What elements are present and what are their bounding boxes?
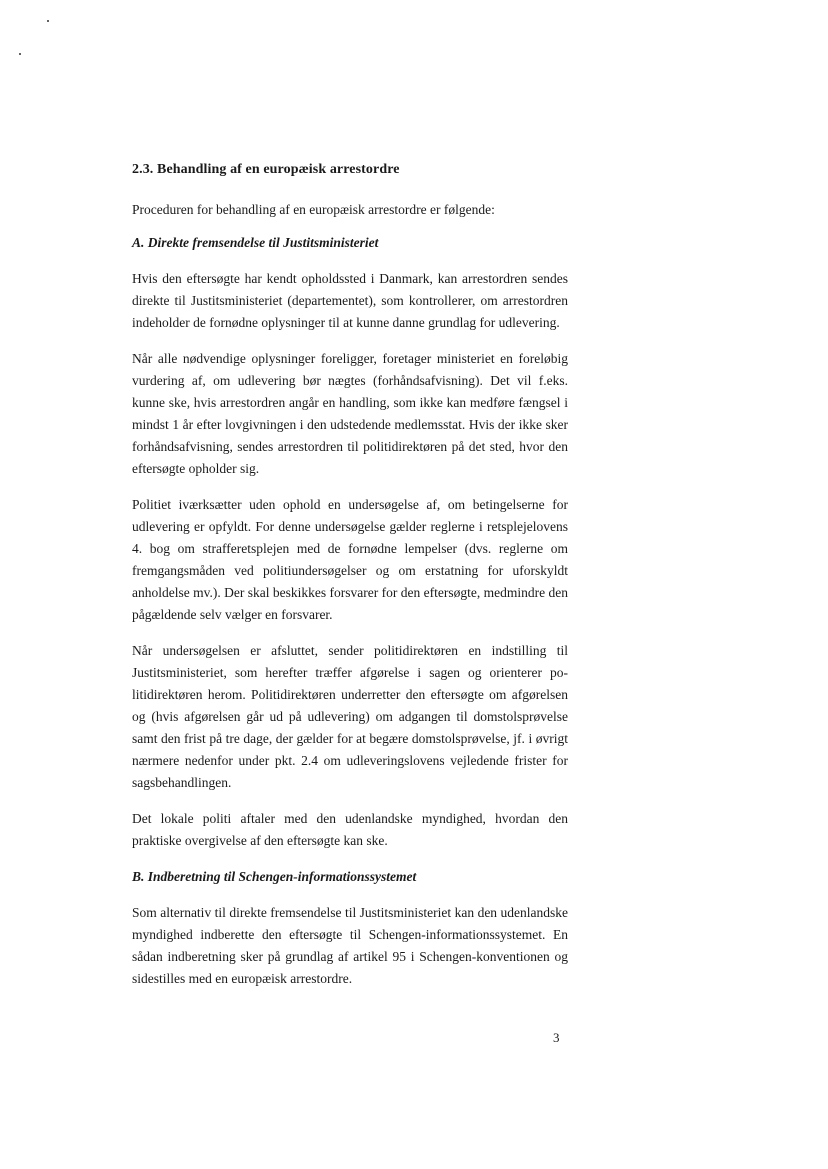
scan-speck	[47, 20, 49, 22]
paragraph: Når alle nødvendige oplysninger foreligger, foretager ministeriet en foreløbig vurdering af, om udlevering bør nægtes (forhåndsafvisning). Det vil f.eks. kunne ske, hvis arrestordren angår en handling, som ikke kan medføre fængsel i mindst 1 år efter lovgivningen i den udstedende medlemsstat. Hvis der ikke sker forhåndsafvisning, sendes arrestordren til politidirektøren på det sted, hvor den eftersøgte opholder sig.	[132, 351, 568, 476]
subsection-b-heading: B. Indberetning til Schengen-informationssystemet	[132, 869, 417, 884]
paragraph: Det lokale politi aftaler med den udenlandske myndighed, hvordan den praktiske overgivelse af den eftersøgte kan ske.	[132, 811, 568, 848]
intro-paragraph: Proceduren for behandling af en europæisk arrestordre er følgende:	[132, 202, 495, 217]
paragraph: Hvis den eftersøgte har kendt opholdssted i Danmark, kan arrestordren sendes direkte til Justitsministeriet (departementet), som kontrollerer, om arrestordren indeholder de fornødne oplysninger til at kunne danne grundlag for udlevering.	[132, 271, 568, 330]
scan-speck	[19, 53, 21, 55]
paragraph: Når undersøgelsen er afsluttet, sender politidirektøren en indstilling til Justitsministeriet, som herefter træffer afgørelse i sagen og orienterer politidirektøren herom. Politidirektøren underretter den eftersøgte om afgørelsen og (hvis afgørelsen går ud på udlevering) om adgangen til domstolsprøvelse samt den frist på tre dage, der gælder for at begære domstolsprøvelse, jf. i øvrigt nærmere nedenfor under pkt. 2.4 om udleveringslovens vejledende frister for sagsbehandlingen.	[132, 643, 568, 790]
section-heading: 2.3. Behandling af en europæisk arrestordre	[132, 162, 400, 177]
subsection-b	[132, 866, 568, 990]
page-body	[132, 160, 568, 1004]
subsection-a	[132, 232, 568, 852]
paragraph: Politiet iværksætter uden ophold en undersøgelse af, om betingelserne for udlevering er opfyldt. For denne undersøgelse gælder reglerne i retsplejelovens 4. bog om strafferetsplejen med de fornødne lempelser (dvs. reglerne om fremgangsmåden ved politiundersøgelser og om erstatning for uforskyldt anholdelse mv.). Der skal beskikkes forsvarer for den eftersøgte, medmindre den pågældende selv vælger en forsvarer.	[132, 497, 568, 622]
subsection-a-heading: A. Direkte fremsendelse til Justitsministeriet	[132, 235, 379, 250]
paragraph: Som alternativ til direkte fremsendelse til Justitsministeriet kan den udenlandske myndighed indberette den eftersøgte til Schengen-informationssystemet. En sådan indberetning sker på grundlag af artikel 95 i Schengen-konventionen og sidestilles med en europæisk arrestordre.	[132, 905, 568, 986]
page-number: 3	[553, 1030, 560, 1045]
